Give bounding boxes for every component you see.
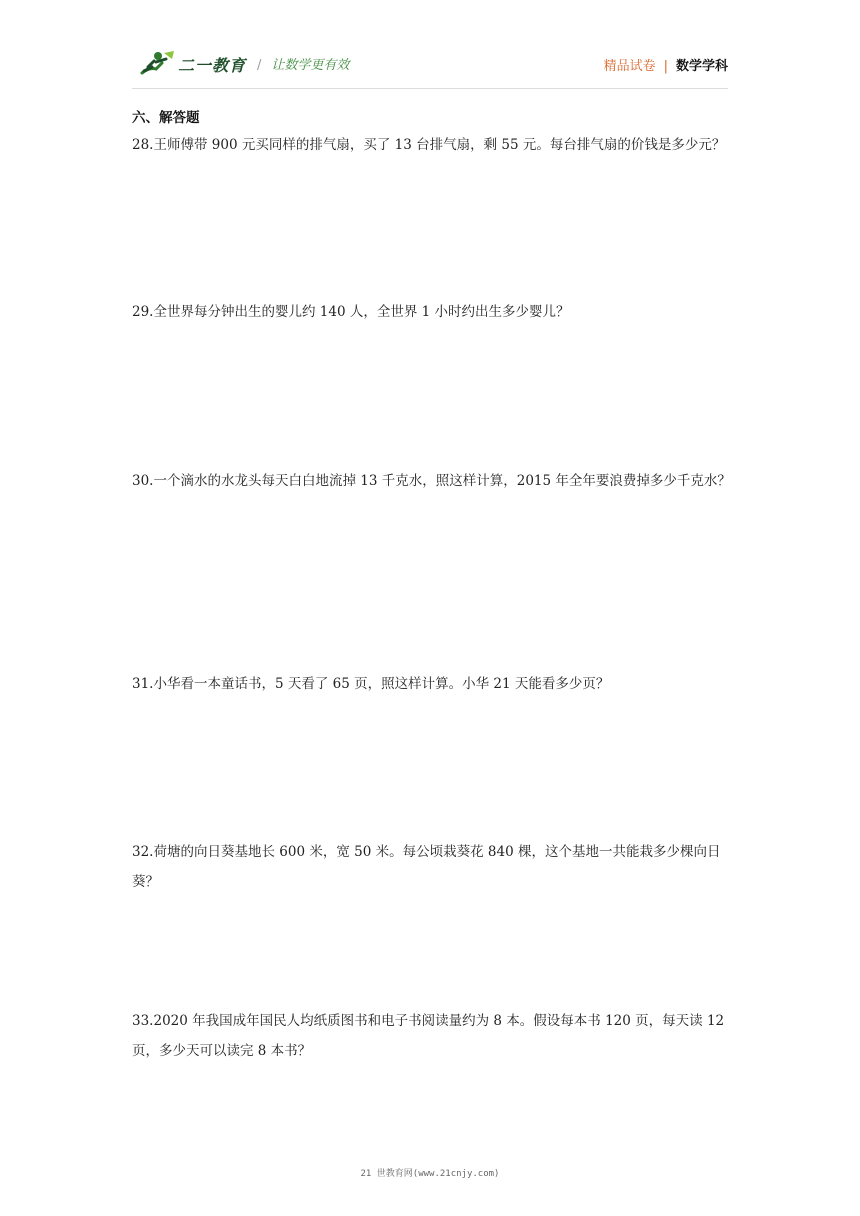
subject-label: 数学学科 bbox=[675, 59, 728, 74]
question-text: 全世界每分钟出生的婴儿约 140 人，全世界 1 小时约出生多少婴儿？ bbox=[153, 304, 570, 320]
logo bbox=[136, 48, 246, 80]
page-footer: 21 世教育网(www.21cnjy.com) bbox=[360, 1169, 500, 1179]
question-number: 29. bbox=[132, 304, 154, 320]
page-header bbox=[132, 48, 728, 80]
logo-text: 二一教育 bbox=[178, 55, 247, 75]
header-right bbox=[604, 55, 728, 74]
question-text: 2020 年我国成年国民人均纸质图书和电子书阅读量约为 8 本。假设每本书 120 页，每天读 12 页，多少天可以读完 8 本书？ bbox=[132, 1013, 725, 1059]
question-number: 31. bbox=[132, 676, 154, 692]
question-33 bbox=[132, 1006, 734, 1066]
slogan-separator: / bbox=[257, 58, 262, 73]
question-text: 荷塘的向日葵基地长 600 米，宽 50 米。每公顷栽葵花 840 棵，这个基地一共能栽多少棵向日葵？ bbox=[132, 844, 721, 890]
slogan-text: 让数学更有效 bbox=[271, 58, 350, 73]
question-text: 小华看一本童话书，5 天看了 65 页，照这样计算。小华 21 天能看多少页？ bbox=[153, 676, 610, 692]
question-text: 一个滴水的水龙头每天白白地流掉 13 千克水，照这样计算，2015 年全年要浪费掉多少千克水？ bbox=[153, 473, 731, 489]
question-30 bbox=[132, 466, 734, 496]
runner-logo-icon bbox=[136, 49, 176, 79]
slogan bbox=[257, 54, 349, 73]
question-number: 32. bbox=[132, 844, 154, 860]
header-divider: | bbox=[663, 59, 668, 74]
paper-tag: 精品试卷 bbox=[603, 59, 656, 74]
question-31 bbox=[132, 669, 734, 699]
question-text: 王师傅带 900 元买同样的排气扇，买了 13 台排气扇，剩 55 元。每台排气扇的价钱是多少元？ bbox=[153, 137, 726, 153]
section-title: 六、解答题 bbox=[132, 110, 200, 126]
question-number: 28. bbox=[132, 137, 154, 153]
question-number: 30. bbox=[132, 473, 154, 489]
question-number: 33. bbox=[132, 1013, 154, 1029]
question-28 bbox=[132, 130, 734, 160]
question-29 bbox=[132, 297, 734, 327]
header-rule bbox=[132, 88, 728, 89]
question-32 bbox=[132, 837, 734, 897]
